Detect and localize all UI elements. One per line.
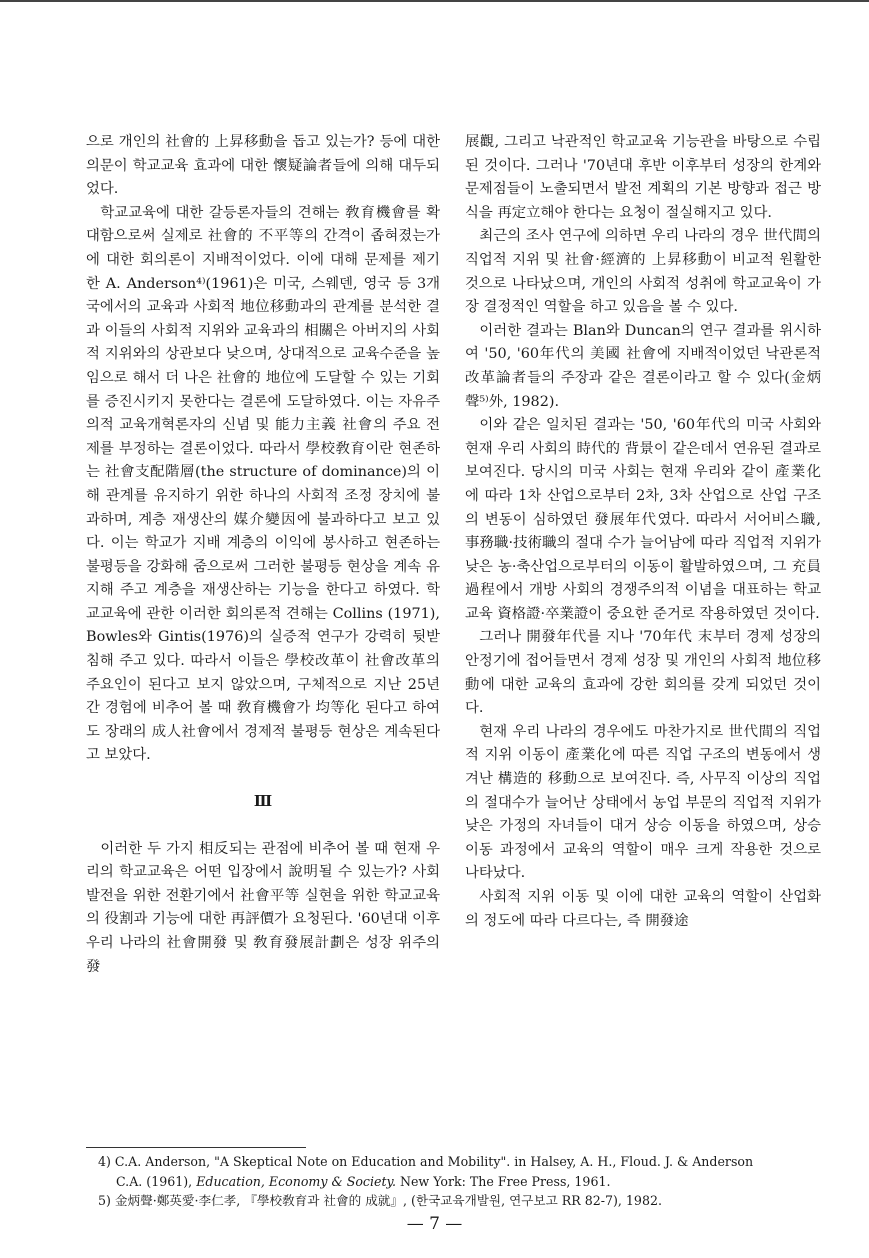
footnote-4-book-title: Education, Economy & Society. [196,1173,396,1189]
section-heading: Ⅲ [253,792,273,811]
footnote-separator [86,1147,306,1148]
footnote-4-continued [98,1172,818,1192]
paragraph: 현재 우리 나라의 경우에도 마찬가지로 世代間의 직업적 지위 이동이 產業化에 따른 직업 구조의 변동에서 생겨난 構造的 移動으로 보여진다. 즉, 사무직 이상의 직업의 절대수가 늘어난 상태에서 농업 부문의 직업적 지위가 낮은 가정의 자녀들이 대거 상승 이동을 하였으며, 상승 이동 과정에서 교육의 역할이 매우 크게 작용한 것으로 나타났다. [465,723,821,882]
paragraph: 학교교육에 대한 갈등론자들의 견해는 敎育機會를 확대함으로써 실제로 社會的 不平等의 간격이 좁혀졌는가에 대한 회의론이 지배적이었다. 이에 대해 문제를 제기한 A. Anderson⁴⁾(1961)은 미국, 스웨덴, 영국 등 3개국에서의 교육과 사회적 地位移動과의 관계를 분석한 결과 이들의 사회적 지위와 교육과의 相關은 아버지의 사회적 지위와의 상관보다 낮으며, 상대적으로 교육수준을 높임으로 해서 더 나은 社會的 地位에 도달할 수 있는 기회를 증진시키지 못한다는 결론에 도달하였다. 이는 자유주의적 교육개혁론자의 신념 및 能力主義 社會의 주요 전제를 부정하는 결론이었다. 따라서 學校敎育이란 현존하는 社會支配階層(the structure of dominance)의 이해 관계를 유지하기 위한 하나의 사회적 조정 장치에 불과하며, 계층 재생산의 媒介變因에 불과하다고 보고 있다. 이는 학교가 지배 계층의 이익에 봉사하고 현존하는 불평등을 강화해 줌으로써 그러한 불평등 현상을 계속 유지해 주고 계층을 재생산하는 기능을 한다고 하였다. 학교교육에 관한 이러한 회의론적 견해는 Collins (1971), Bowles와 Gintis(1976)의 실증적 연구가 강력히 뒷받침해 주고 있다. 따라서 이들은 學校改革이 社會改革의 주요인이 된다고 보지 않았으며, 구체적으로 지난 25년간 경험에 비추어 볼 때 敎育機會가 均等化 된다고 하여도 장래의 成人社會에서 경제적 불평등 현상은 계속된다고 보았다. [86,204,440,764]
paragraph: 이러한 결과는 Blan와 Duncan의 연구 결과를 위시하여 '50, '60年代의 美國 社會에 지배적이었던 낙관론적 改革論者들의 주장과 같은 결론이라고 할 수 있다(金炳聲⁵⁾外, 1982). [465,322,821,410]
left-column [86,131,440,979]
footnote-4-text: C.A. (1961), [116,1173,197,1189]
page-top-border [0,0,869,2]
footnote-5: 5) 金炳聲·鄭英愛·李仁孝, 『學校敎育과 社會的 成就』, (한국교육개발원, 연구보고 RR 82-7), 1982. [98,1193,662,1208]
paragraph: 최근의 조사 연구에 의하면 우리 나라의 경우 世代間의 직업적 지위 및 社會·經濟的 上昇移動이 비교적 원활한 것으로 나타났으며, 개인의 사회적 성취에 학교교육이 가장 결정적인 역할을 하고 있음을 볼 수 있다. [465,228,821,316]
paragraph: 그러나 開發年代를 지나 '70年代 末부터 경제 성장의 안정기에 접어들면서 경제 성장 및 개인의 사회적 地位移動에 대한 교육의 효과에 강한 회의를 갖게 되었던 것이다. [465,629,821,717]
page-number: — 7 — [406,1214,463,1234]
right-column [465,131,821,933]
paragraph: 이와 같은 일치된 결과는 '50, '60年代의 미국 사회와 현재 우리 사회의 時代的 背景이 같은데서 연유된 결과로 보여진다. 당시의 미국 사회는 현재 우리와 같이 產業化에 따라 1차 산업으로부터 2차, 3차 산업으로 산업 구조의 변동이 심하였던 發展年代였다. 따라서 서어비스職, 事務職·技術職의 절대 수가 늘어남에 따라 직업적 지위가 낮은 농·축산업으로부터의 이동이 활발하였으며, 그 充員 過程에서 개방 사회의 경쟁주의적 이념을 대표하는 학교교육 資格證·卒業證이 중요한 준거로 작용하였던 것이다. [465,417,821,622]
footnote-4: 4) C.A. Anderson, "A Skeptical Note on Education and Mobility". in Halsey, A. H., Floud. J. & Anderson [98,1154,754,1169]
footnote-4-publisher: New York: The Free Press, 1961. [395,1173,611,1189]
paragraph: 으로 개인의 社會的 上昇移動을 돕고 있는가? 등에 대한 의문이 학교교육 효과에 대한 懷疑論者들에 의해 대두되었다. [86,134,440,198]
footnotes [98,1152,818,1211]
paragraph: 展觀, 그리고 낙관적인 학교교육 기능관을 바탕으로 수립된 것이다. 그러나 '70년대 후반 이후부터 성장의 한계와 문제점들이 노출되면서 발전 계획의 기본 방향과 접근 방식을 再定立해야 한다는 요청이 절실해지고 있다. [465,134,821,221]
paragraph: 이러한 두 가지 相反되는 관점에 비추어 볼 때 현재 우리의 학교교육은 어떤 입장에서 說明될 수 있는가? 사회 발전을 위한 전환기에서 社會平等 실현을 위한 학교교육의 役割과 기능에 대한 再評價가 요청된다. '60년대 이후 우리 나라의 社會開發 및 敎育發展計劃은 성장 위주의 發 [86,840,440,975]
paragraph: 사회적 지위 이동 및 이에 대한 교육의 역할이 산업화의 정도에 따라 다르다는, 즉 開發途 [465,889,821,929]
